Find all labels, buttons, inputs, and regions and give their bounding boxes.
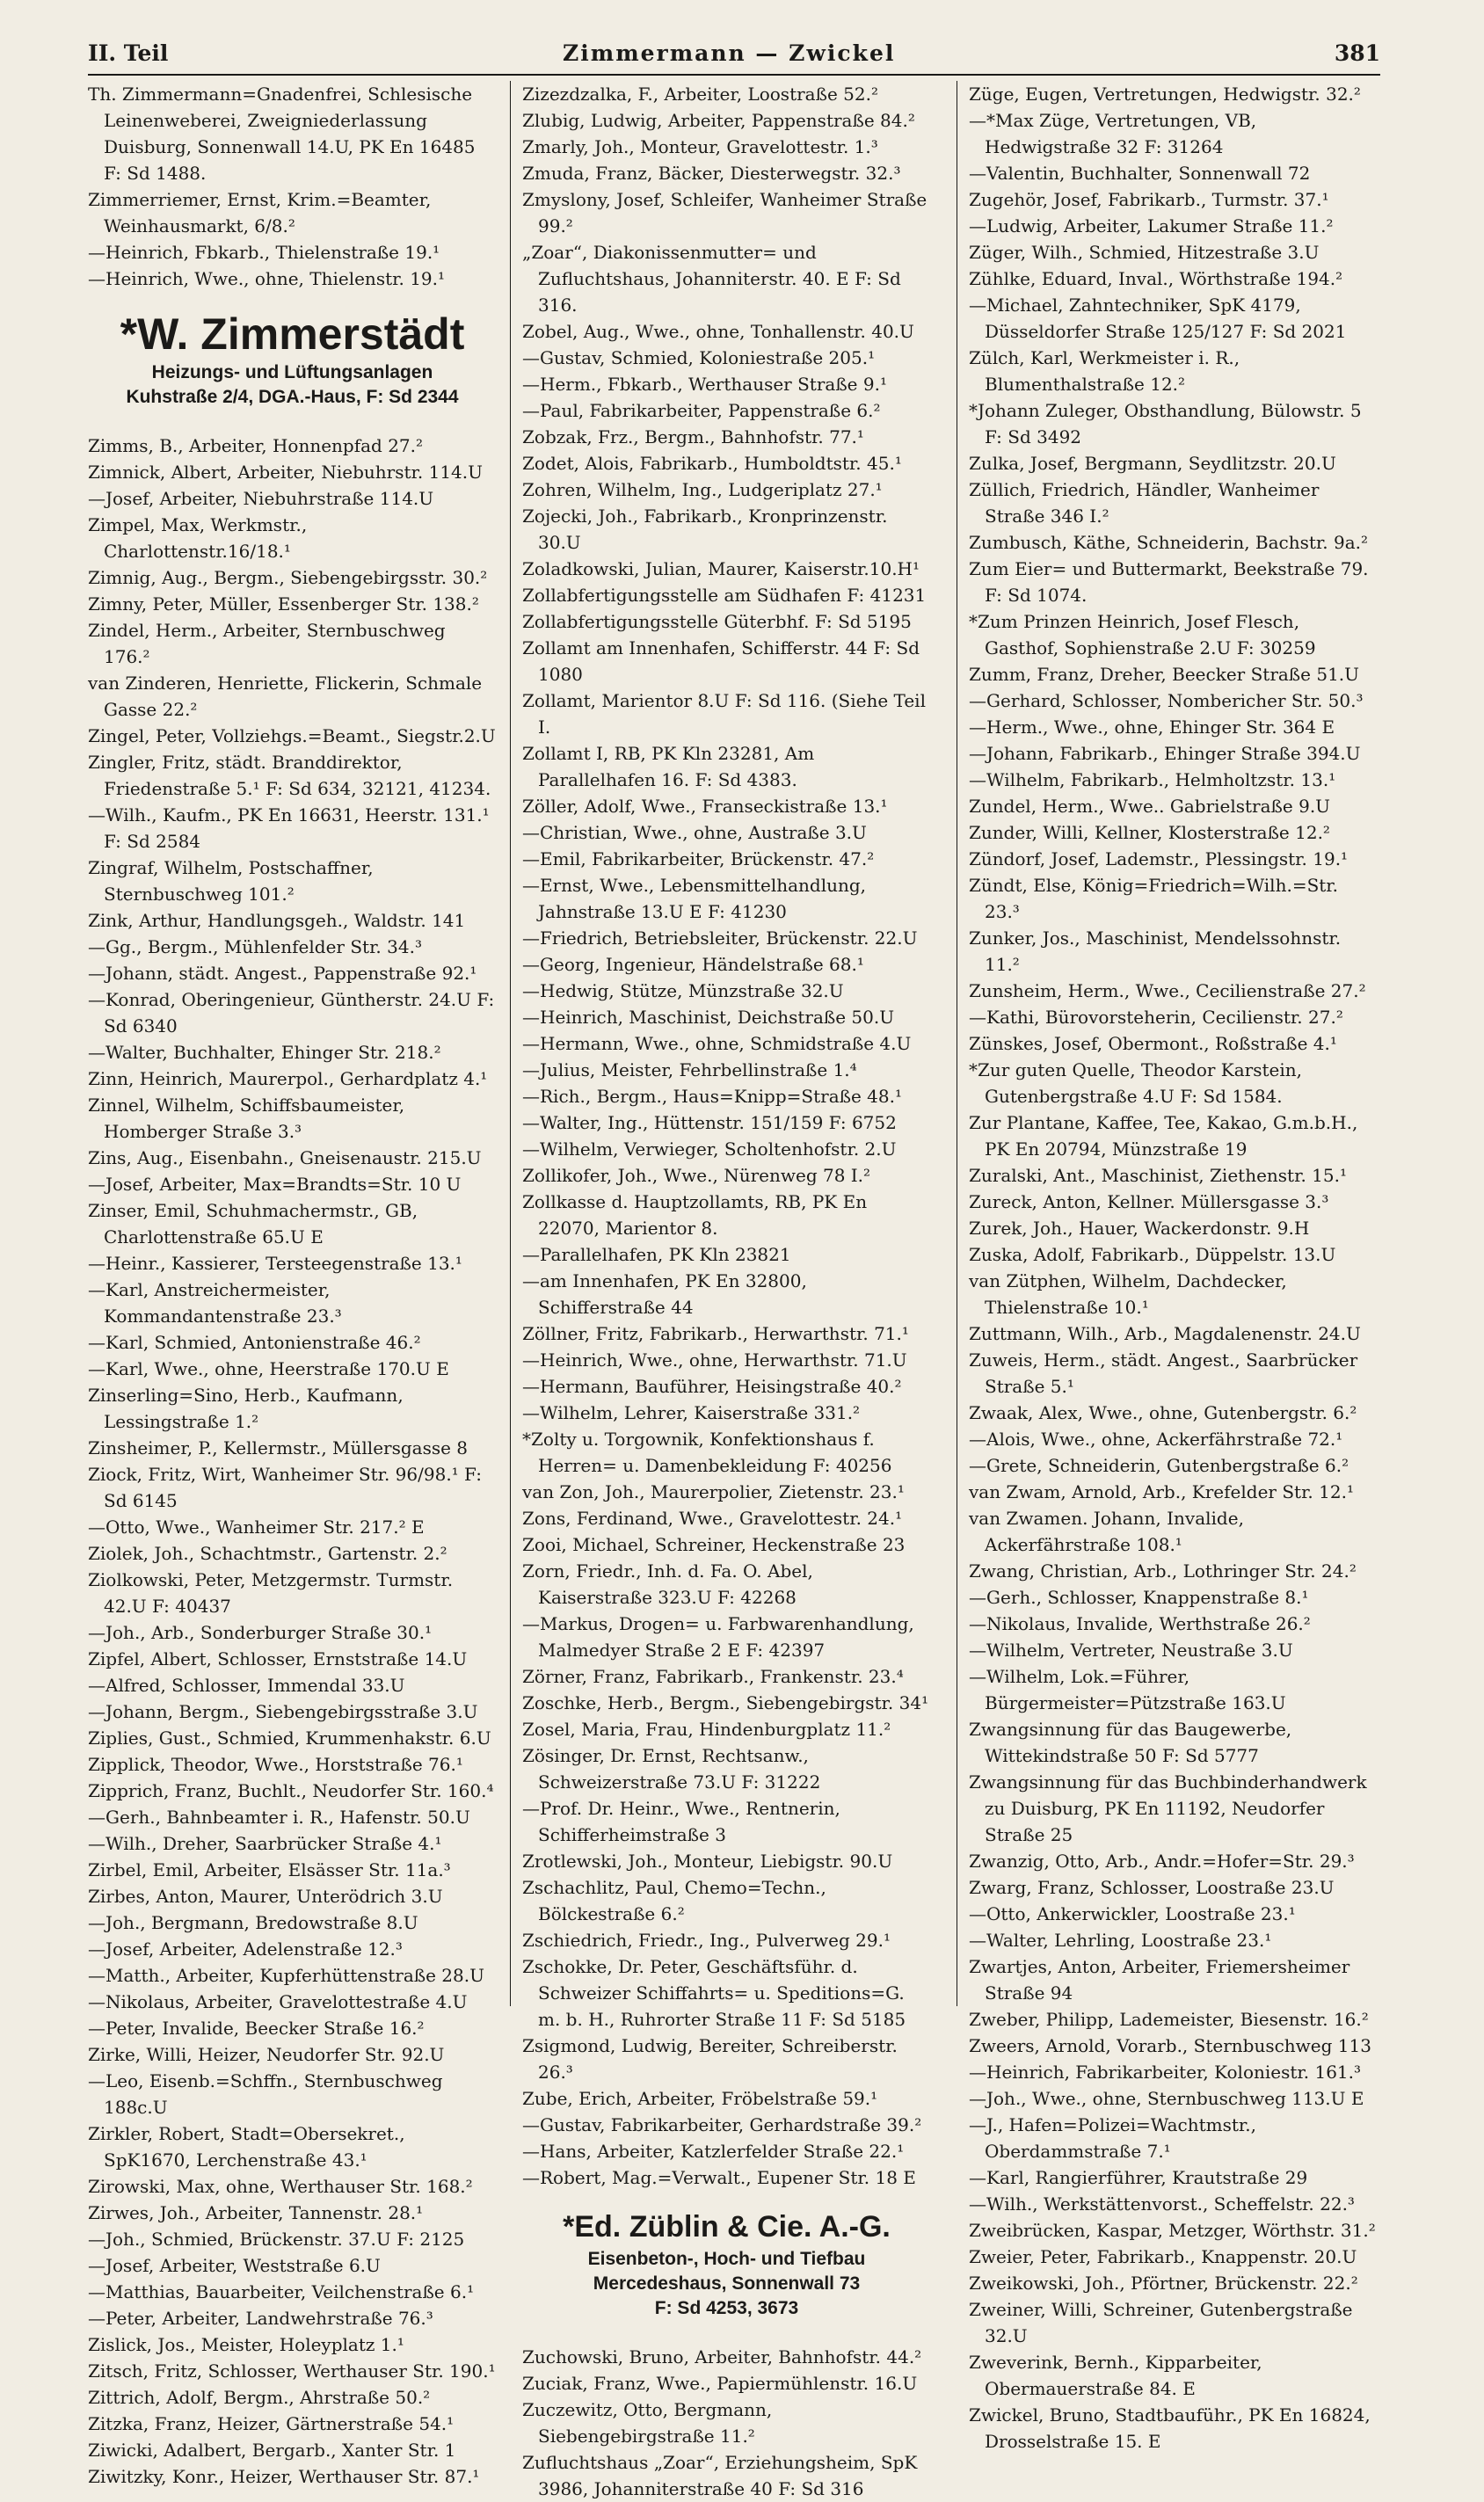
directory-entry: —Heinrich, Fbkarb., Thielenstraße 19.¹ xyxy=(88,242,440,263)
directory-entry: Züllich, Friedrich, Händler, Wanheimer Straße 346 I.² xyxy=(969,479,1320,527)
directory-entry: —Matthias, Bauarbeiter, Veilchenstraße 6.¹ xyxy=(88,2281,475,2302)
directory-entry: Zinsheimer, P., Kellermstr., Müllersgasse 8 xyxy=(88,1437,469,1458)
directory-entry: —Paul, Fabrikarbeiter, Pappenstraße 6.² xyxy=(522,400,881,421)
directory-entry: —Wilhelm, Fabrikarb., Helmholtzstr. 13.¹ xyxy=(969,769,1336,790)
directory-entry: Zugehör, Josef, Fabrikarb., Turmstr. 37.¹ xyxy=(969,189,1329,210)
directory-entry: —Konrad, Oberingenieur, Güntherstr. 24.U F: Sd 6340 xyxy=(88,989,495,1036)
directory-entry: Zwaak, Alex, Wwe., ohne, Gutenbergstr. 6.² xyxy=(969,1402,1357,1423)
directory-entry: —Friedrich, Betriebsleiter, Brückenstr. 22.U xyxy=(522,927,918,949)
directory-entry: *Zur guten Quelle, Theodor Karstein, Gutenbergstraße 4.U F: Sd 1584. xyxy=(969,1059,1303,1107)
header-rule xyxy=(88,74,1380,76)
directory-entry: —J., Hafen=Polizei=Wachtmstr., Oberdammstraße 7.¹ xyxy=(969,2114,1256,2162)
directory-entry: —Otto, Wwe., Wanheimer Str. 217.² E xyxy=(88,1516,425,1538)
directory-entry: Zum Eier= und Buttermarkt, Beekstraße 79. F: Sd 1074. xyxy=(969,558,1369,606)
directory-entry: Ziock, Fritz, Wirt, Wanheimer Str. 96/98.¹ F: Sd 6145 xyxy=(88,1464,482,1511)
directory-entry: Zschiedrich, Friedr., Ing., Pulverweg 29.¹ xyxy=(522,1930,891,1951)
directory-entry: —Wilhelm, Verwieger, Scholtenhofstr. 2.U xyxy=(522,1138,897,1160)
directory-entry: Zitsch, Fritz, Schlosser, Werthauser Str. 190.¹ xyxy=(88,2360,496,2382)
directory-entry: Zimnig, Aug., Bergm., Siebengebirgsstr. 30.² xyxy=(88,567,488,588)
directory-entry: *Zolty u. Torgownik, Konfektionshaus f. Herren= u. Damenbekleidung F: 40256 xyxy=(522,1429,892,1476)
directory-entry: Zwangsinnung für das Baugewerbe, Wittekindstraße 50 F: Sd 5777 xyxy=(969,1719,1292,1766)
directory-entry: van Zwamen. Johann, Invalide, Ackerfährstraße 108.¹ xyxy=(969,1508,1244,1555)
directory-entry: —Joh., Schmied, Brückenstr. 37.U F: 2125 xyxy=(88,2229,465,2250)
directory-entry: —Valentin, Buchhalter, Sonnenwall 72 xyxy=(969,163,1311,184)
directory-entry: —Josef, Arbeiter, Max=Brandts=Str. 10 U xyxy=(88,1174,462,1195)
directory-entry: —Otto, Ankerwickler, Loostraße 23.¹ xyxy=(969,1903,1296,1924)
directory-entry: Zunsheim, Herm., Wwe., Cecilienstraße 27.² xyxy=(969,980,1366,1001)
directory-entry: —Wilhelm, Vertreter, Neustraße 3.U xyxy=(969,1640,1293,1661)
directory-entry: —Emil, Fabrikarbeiter, Brückenstr. 47.² xyxy=(522,848,875,869)
directory-entry: Zink, Arthur, Handlungsgeh., Waldstr. 141 xyxy=(88,910,466,931)
directory-entry: Züger, Wilh., Schmied, Hitzestraße 3.U xyxy=(969,242,1320,263)
directory-entry: Zündorf, Josef, Lademstr., Plessingstr. 19.¹ xyxy=(969,848,1349,869)
directory-entry: Zuweis, Herm., städt. Angest., Saarbrücker Straße 5.¹ xyxy=(969,1349,1358,1397)
directory-entry: Zoschke, Herb., Bergm., Siebengebirgstr. 34¹ xyxy=(522,1692,929,1713)
directory-entry: Zweverink, Bernh., Kipparbeiter, Obermauerstraße 84. E xyxy=(969,2352,1262,2399)
directory-entry: —Matth., Arbeiter, Kupferhüttenstraße 28.U xyxy=(88,1965,484,1986)
directory-entry: Zundel, Herm., Wwe.. Gabrielstraße 9.U xyxy=(969,796,1331,817)
directory-entry: Zollabfertigungsstelle am Südhafen F: 41231 xyxy=(522,585,927,606)
directory-entry: —Julius, Meister, Fehrbellinstraße 1.⁴ xyxy=(522,1059,857,1080)
directory-entry: Zmuda, Franz, Bäcker, Diesterwegstr. 32.³ xyxy=(522,163,901,184)
directory-entry: —Joh., Arb., Sonderburger Straße 30.¹ xyxy=(88,1622,433,1643)
directory-entry: Zülch, Karl, Werkmeister i. R., Blumenthalstraße 12.² xyxy=(969,347,1240,395)
directory-entry: Zirke, Willi, Heizer, Neudorfer Str. 92.U xyxy=(88,2044,445,2065)
directory-entry: Zur Plantane, Kaffee, Tee, Kakao, G.m.b.H., PK En 20794, Münzstraße 19 xyxy=(969,1112,1358,1160)
directory-entry: Zirbel, Emil, Arbeiter, Elsässer Str. 11a.³ xyxy=(88,1859,451,1880)
directory-entry: Zumbusch, Käthe, Schneiderin, Bachstr. 9a.² xyxy=(969,532,1369,553)
directory-entry: Zumm, Franz, Dreher, Beecker Straße 51.U xyxy=(969,664,1360,685)
directory-entry: Zingler, Fritz, städt. Branddirektor, Friedenstraße 5.¹ F: Sd 634, 32121, 41234. xyxy=(88,752,491,799)
directory-entry: Zwanzig, Otto, Arb., Andr.=Hofer=Str. 29.³ xyxy=(969,1851,1355,1872)
directory-entry: —Heinrich, Wwe., ohne, Herwarthstr. 71.U xyxy=(522,1349,907,1371)
directory-entry: —Heinrich, Fabrikarbeiter, Koloniestr. 161.³ xyxy=(969,2062,1362,2083)
directory-entry: —Joh., Bergmann, Bredowstraße 8.U xyxy=(88,1912,418,1933)
directory-entry: —Nikolaus, Arbeiter, Gravelottestraße 4.U xyxy=(88,1991,468,2012)
directory-entry: Zweibrücken, Kaspar, Metzger, Wörthstr. 31.² xyxy=(969,2220,1376,2241)
directory-entry: Zsigmond, Ludwig, Bereiter, Schreiberstr. 26.³ xyxy=(522,2035,898,2083)
directory-entry: —Karl, Anstreichermeister, Kommandantenstraße 23.³ xyxy=(88,1279,342,1327)
directory-entry: Zündt, Else, König=Friedrich=Wilh.=Str. 23.³ xyxy=(969,875,1339,922)
directory-entry: van Zon, Joh., Maurerpolier, Zietenstr. 23.¹ xyxy=(522,1481,905,1502)
directory-entry: Zwangsinnung für das Buchbinderhandwerk zu Duisburg, PK En 11192, Neudorfer Straße 25 xyxy=(969,1771,1367,1845)
directory-entry: Zollikofer, Joh., Wwe., Nürenweg 78 I.² xyxy=(522,1165,871,1186)
directory-entry: Zwang, Christian, Arb., Lothringer Str. 24.² xyxy=(969,1560,1357,1582)
ad-line: Mercedeshaus, Sonnenwall 73 xyxy=(593,2273,861,2294)
directory-entry: Zirkler, Robert, Stadt=Obersekret., SpK1670, Lerchenstraße 43.¹ xyxy=(88,2123,405,2171)
directory-entry: Zollamt, Marientor 8.U F: Sd 116. (Siehe Teil I. xyxy=(522,690,926,738)
directory-entry: Zorn, Friedr., Inh. d. Fa. O. Abel, Kaiserstraße 323.U F: 42268 xyxy=(522,1560,813,1608)
directory-entry: Zschachlitz, Paul, Chemo=Techn., Bölckestraße 6.² xyxy=(522,1877,826,1924)
directory-entry: —Johann, städt. Angest., Pappenstraße 92.¹ xyxy=(88,963,477,984)
directory-entry: —Alfred, Schlosser, Immendal 33.U xyxy=(88,1675,405,1696)
ad-line: F: Sd 4253, 3673 xyxy=(654,2298,799,2318)
directory-entry: Zojecki, Joh., Fabrikarb., Kronprinzenstr. 30.U xyxy=(522,505,888,553)
directory-entry: Zweikowski, Joh., Pförtner, Brückenstr. 22.² xyxy=(969,2273,1358,2294)
directory-entry: —*Max Züge, Vertretungen, VB, Hedwigstraße 32 F: 31264 xyxy=(969,110,1257,157)
directory-entry: Zurek, Joh., Hauer, Wackerdonstr. 9.H xyxy=(969,1218,1310,1239)
directory-entry: Zünskes, Josef, Obermont., Roßstraße 4.¹ xyxy=(969,1033,1337,1054)
directory-entry: Zmarly, Joh., Monteur, Gravelottestr. 1.³ xyxy=(522,136,878,157)
ad-title: *Ed. Züblin & Cie. A.-G. xyxy=(563,2210,891,2244)
directory-entry: Zweers, Arnold, Vorarb., Sternbuschweg 113 xyxy=(969,2035,1371,2056)
directory-entry: —Gerhard, Schlosser, Nombericher Str. 50.³ xyxy=(969,690,1364,711)
directory-entry: —Josef, Arbeiter, Niebuhrstraße 114.U xyxy=(88,488,434,509)
directory-column-2 xyxy=(522,81,931,2499)
directory-entry: Zschokke, Dr. Peter, Geschäftsführ. d. Schweizer Schiffahrts= u. Speditions=G. m. b. H., Ruhrorter Straße 11 F: Sd 5185 xyxy=(522,1956,906,2030)
directory-entry: Zörner, Franz, Fabrikarb., Frankenstr. 23.⁴ xyxy=(522,1666,904,1687)
directory-entry: Zobel, Aug., Wwe., ohne, Tonhallenstr. 40.U xyxy=(522,321,914,342)
directory-entry: van Zütphen, Wilhelm, Dachdecker, Thielenstraße 10.¹ xyxy=(969,1270,1287,1318)
directory-entry: —Karl, Schmied, Antonienstraße 46.² xyxy=(88,1332,421,1353)
directory-entry: —Hans, Arbeiter, Katzlerfelder Straße 22.¹ xyxy=(522,2141,905,2162)
directory-entry: —Wilh., Dreher, Saarbrücker Straße 4.¹ xyxy=(88,1833,442,1854)
running-title: Zimmermann — Zwickel xyxy=(563,40,896,66)
directory-entry: Ziplies, Gust., Schmied, Krummenhakstr. 6.U xyxy=(88,1727,491,1749)
directory-entry: Zrotlewski, Joh., Monteur, Liebigstr. 90.U xyxy=(522,1851,893,1872)
directory-entry: —Karl, Rangierführer, Krautstraße 29 xyxy=(969,2167,1308,2188)
directory-entry: —Walter, Lehrling, Loostraße 23.¹ xyxy=(969,1930,1272,1951)
directory-entry: Zühlke, Eduard, Inval., Wörthstraße 194.² xyxy=(969,268,1343,289)
directory-entry: Zösinger, Dr. Ernst, Rechtsanw., Schweizerstraße 73.U F: 31222 xyxy=(522,1745,821,1793)
page-number: 381 xyxy=(1334,40,1380,66)
directory-entry: —Alois, Wwe., ohne, Ackerfährstraße 72.¹ xyxy=(969,1429,1343,1450)
directory-entry: Zimpel, Max, Werkmstr., Charlottenstr.16/18.¹ xyxy=(88,514,308,562)
directory-entry: Zuska, Adolf, Fabrikarb., Düppelstr. 13.U xyxy=(969,1244,1336,1265)
directory-entry: Zons, Ferdinand, Wwe., Gravelottestr. 24.¹ xyxy=(522,1508,903,1529)
advertisement-zimmerstaedt xyxy=(88,308,497,410)
directory-entry: —am Innenhafen, PK En 32800, Schifferstraße 44 xyxy=(522,1270,807,1318)
directory-entry: —Gerh., Schlosser, Knappenstraße 8.¹ xyxy=(969,1587,1309,1608)
directory-entry: —Walter, Buchhalter, Ehinger Str. 218.² xyxy=(88,1042,441,1063)
ad-line: Eisenbeton-, Hoch- und Tiefbau xyxy=(587,2249,866,2269)
directory-entry: Zuttmann, Wilh., Arb., Magdalenenstr. 24.U xyxy=(969,1323,1361,1344)
directory-entry: —Hermann, Wwe., ohne, Schmidstraße 4.U xyxy=(522,1033,912,1054)
column-divider xyxy=(510,81,511,2006)
directory-entry: —Walter, Ing., Hüttenstr. 151/159 F: 6752 xyxy=(522,1112,897,1133)
directory-entry: Zimnick, Albert, Arbeiter, Niebuhrstr. 114.U xyxy=(88,462,483,483)
directory-entry: Zipprich, Franz, Buchlt., Neudorfer Str. 160.⁴ xyxy=(88,1780,494,1801)
directory-entry: —Wilhelm, Lok.=Führer, Bürgermeister=Pützstraße 163.U xyxy=(969,1666,1286,1713)
directory-column-1 xyxy=(88,81,497,2487)
directory-entry: —Gustav, Schmied, Koloniestraße 205.¹ xyxy=(522,347,876,368)
directory-entry: Zollamt I, RB, PK Kln 23281, Am Parallelhafen 16. F: Sd 4383. xyxy=(522,743,815,790)
directory-entry: —Wilh., Werkstättenvorst., Scheffelstr. 22.³ xyxy=(969,2193,1355,2215)
directory-entry: Zweiner, Willi, Schreiner, Gutenbergstraße 32.U xyxy=(969,2299,1353,2346)
directory-entry: van Zwam, Arnold, Arb., Krefelder Str. 12.¹ xyxy=(969,1481,1354,1502)
directory-entry: —Johann, Fabrikarb., Ehinger Straße 394.U xyxy=(969,743,1361,764)
directory-entry: Ziwicki, Adalbert, Bergarb., Xanter Str. 1 xyxy=(88,2440,456,2461)
directory-entry: Zube, Erich, Arbeiter, Fröbelstraße 59.¹ xyxy=(522,2088,878,2109)
directory-entry: Th. Zimmermann=Gnadenfrei, Schlesische Leinenweberei, Zweigniederlassung Duisburg, Sonnenwall 14.U, PK En 16485 F: Sd 1488. xyxy=(88,84,476,184)
directory-entry: —Josef, Arbeiter, Adelenstraße 12.³ xyxy=(88,1938,403,1960)
directory-entry: —Ernst, Wwe., Lebensmittelhandlung, Jahnstraße 13.U E F: 41230 xyxy=(522,875,867,922)
directory-entry: —Robert, Mag.=Verwalt., Eupener Str. 18 E xyxy=(522,2167,916,2188)
directory-entry: Zirwes, Joh., Arbeiter, Tannenstr. 28.¹ xyxy=(88,2202,424,2223)
directory-entry: —Hermann, Bauführer, Heisingstraße 40.² xyxy=(522,1376,902,1397)
directory-entry: Zosel, Maria, Frau, Hindenburgplatz 11.² xyxy=(522,1719,891,1740)
ad-line: Heizungs- und Lüftungsanlagen xyxy=(151,362,433,382)
directory-entry: „Zoar“, Diakonissenmutter= und Zufluchtshaus, Johanniterstr. 40. E F: Sd 316. xyxy=(522,242,901,316)
directory-entry: —Wilhelm, Lehrer, Kaiserstraße 331.² xyxy=(522,1402,861,1423)
directory-entry: —Peter, Arbeiter, Landwehrstraße 76.³ xyxy=(88,2308,433,2329)
directory-entry: Ziwitzky, Konr., Heizer, Werthauser Str. 87.¹ xyxy=(88,2466,480,2487)
directory-entry: Zingel, Peter, Vollziehgs.=Beamt., Siegstr.2.U xyxy=(88,725,496,746)
directory-entry: —Peter, Invalide, Beecker Straße 16.² xyxy=(88,2018,425,2039)
directory-entry: Zuchowski, Bruno, Arbeiter, Bahnhofstr. 44.² xyxy=(522,2346,922,2367)
directory-entry: —Gustav, Fabrikarbeiter, Gerhardstraße 39.² xyxy=(522,2114,922,2135)
ad-line: Kuhstraße 2/4, DGA.-Haus, F: Sd 2344 xyxy=(126,387,459,407)
directory-entry: —Christian, Wwe., ohne, Austraße 3.U xyxy=(522,822,867,843)
directory-entry: Zirowski, Max, ohne, Werthauser Str. 168.² xyxy=(88,2176,473,2197)
directory-entry: Zingraf, Wilhelm, Postschaffner, Sternbuschweg 101.² xyxy=(88,857,374,905)
directory-entry: Zimms, B., Arbeiter, Honnenpfad 27.² xyxy=(88,435,424,456)
directory-entry: —Heinr., Kassierer, Tersteegenstraße 13.¹ xyxy=(88,1253,462,1274)
directory-entry: —Ludwig, Arbeiter, Lakumer Straße 11.² xyxy=(969,215,1334,236)
directory-entry: —Josef, Arbeiter, Weststraße 6.U xyxy=(88,2255,381,2276)
directory-entry: —Prof. Dr. Heinr., Wwe., Rentnerin, Schifferheimstraße 3 xyxy=(522,1798,840,1845)
directory-entry: *Johann Zuleger, Obsthandlung, Bülowstr. 5 F: Sd 3492 xyxy=(969,400,1362,447)
directory-entry: Zunker, Jos., Maschinist, Mendelssohnstr. 11.² xyxy=(969,927,1342,975)
directory-entry: Zunder, Willi, Kellner, Klosterstraße 12.² xyxy=(969,822,1330,843)
directory-entry: *Zum Prinzen Heinrich, Josef Flesch, Gasthof, Sophienstraße 2.U F: 30259 xyxy=(969,611,1316,658)
directory-entry: Zoladkowski, Julian, Maurer, Kaiserstr.10.H¹ xyxy=(522,558,920,579)
directory-entry: Zindel, Herm., Arbeiter, Sternbuschweg 176.² xyxy=(88,620,446,667)
directory-entry: Zuciak, Franz, Wwe., Papiermühlenstr. 16.U xyxy=(522,2373,918,2394)
directory-entry: —Kathi, Bürovorsteherin, Cecilienstr. 27.² xyxy=(969,1007,1343,1028)
directory-entry: Zinserling=Sino, Herb., Kaufmann, Lessingstraße 1.² xyxy=(88,1385,404,1432)
directory-entry: Zimny, Peter, Müller, Essenberger Str. 138.² xyxy=(88,593,479,615)
directory-entry: Zohren, Wilhelm, Ing., Ludgeriplatz 27.¹ xyxy=(522,479,883,500)
directory-entry: —Hedwig, Stütze, Münzstraße 32.U xyxy=(522,980,844,1001)
directory-entry: —Leo, Eisenb.=Schffn., Sternbuschweg 188c.U xyxy=(88,2070,443,2118)
directory-entry: Zollabfertigungsstelle Güterbhf. F: Sd 5195 xyxy=(522,611,912,632)
ad-title: *W. Zimmerstädt xyxy=(120,309,465,359)
directory-entry: Zimmerriemer, Ernst, Krim.=Beamter, Weinhausmarkt, 6/8.² xyxy=(88,189,432,236)
directory-entry: Ziolkowski, Peter, Metzgermstr. Turmstr. 42.U F: 40437 xyxy=(88,1569,454,1617)
directory-entry: Zöller, Adolf, Wwe., Franseckistraße 13.¹ xyxy=(522,796,888,817)
directory-entry: Zweber, Philipp, Lademeister, Biesenstr. 16.² xyxy=(969,2009,1369,2030)
directory-entry: Zobzak, Frz., Bergm., Bahnhofstr. 77.¹ xyxy=(522,426,864,447)
directory-entry: —Michael, Zahntechniker, SpK 4179, Düsseldorfer Straße 125/127 F: Sd 2021 xyxy=(969,295,1347,342)
directory-entry: Zollkasse d. Hauptzollamts, RB, PK En 22070, Marientor 8. xyxy=(522,1191,868,1239)
directory-entry: —Gerh., Bahnbeamter i. R., Hafenstr. 50.U xyxy=(88,1807,470,1828)
directory-entry: —Heinrich, Wwe., ohne, Thielenstr. 19.¹ xyxy=(88,268,446,289)
directory-entry: —Johann, Bergm., Siebengebirgsstraße 3.U xyxy=(88,1701,478,1722)
directory-entry: —Nikolaus, Invalide, Werthstraße 26.² xyxy=(969,1613,1311,1634)
directory-entry: Zooi, Michael, Schreiner, Heckenstraße 23 xyxy=(522,1534,906,1555)
directory-entry: Zlubig, Ludwig, Arbeiter, Pappenstraße 84.² xyxy=(522,110,915,131)
directory-entry: Zodet, Alois, Fabrikarb., Humboldtstr. 45.¹ xyxy=(522,453,902,474)
directory-entry: Zweier, Peter, Fabrikarb., Knappenstr. 20.U xyxy=(969,2246,1357,2267)
directory-entry: —Grete, Schneiderin, Gutenbergstraße 6.² xyxy=(969,1455,1349,1476)
directory-entry: van Zinderen, Henriette, Flickerin, Schmale Gasse 22.² xyxy=(88,673,483,720)
directory-entry: Zöllner, Fritz, Fabrikarb., Herwarthstr. 71.¹ xyxy=(522,1323,909,1344)
advertisement-zueblin xyxy=(522,2207,931,2321)
directory-entry: Zollamt am Innenhafen, Schifferstr. 44 F: Sd 1080 xyxy=(522,637,920,685)
directory-entry: Zinnel, Wilhelm, Schiffsbaumeister, Homberger Straße 3.³ xyxy=(88,1095,405,1142)
directory-entry: Zureck, Anton, Kellner. Müllersgasse 3.³ xyxy=(969,1191,1329,1212)
directory-entry: —Gg., Bergm., Mühlenfelder Str. 34.³ xyxy=(88,936,422,957)
directory-entry: —Herm., Fbkarb., Werthauser Straße 9.¹ xyxy=(522,374,887,395)
directory-entry: Ziolek, Joh., Schachtmstr., Gartenstr. 2.² xyxy=(88,1543,447,1564)
directory-entry: —Herm., Wwe., ohne, Ehinger Str. 364 E xyxy=(969,716,1335,738)
directory-entry: Züge, Eugen, Vertretungen, Hedwigstr. 32.² xyxy=(969,84,1361,105)
directory-entry: Zuczewitz, Otto, Bergmann, Siebengebirgstraße 11.² xyxy=(522,2399,773,2447)
directory-entry: Zufluchtshaus „Zoar“, Erziehungsheim, SpK 3986, Johanniterstraße 40 F: Sd 316 xyxy=(522,2452,918,2499)
directory-entry: Zmyslony, Josef, Schleifer, Wanheimer Straße 99.² xyxy=(522,189,928,236)
directory-entry: —Heinrich, Maschinist, Deichstraße 50.U xyxy=(522,1007,895,1028)
page-header xyxy=(88,40,1380,70)
directory-column-3 xyxy=(969,81,1378,2452)
directory-entry: —Wilh., Kaufm., PK En 16631, Heerstr. 131.¹ F: Sd 2584 xyxy=(88,804,490,852)
directory-entry: Zinser, Emil, Schuhmachermstr., GB, Charlottenstraße 65.U E xyxy=(88,1200,418,1247)
directory-entry: Zipplick, Theodor, Wwe., Horststraße 76.¹ xyxy=(88,1754,463,1775)
directory-entry: Zirbes, Anton, Maurer, Unterödrich 3.U xyxy=(88,1886,443,1907)
directory-entry: —Karl, Wwe., ohne, Heerstraße 170.U E xyxy=(88,1358,449,1379)
directory-entry: —Rich., Bergm., Haus=Knipp=Straße 48.¹ xyxy=(522,1086,902,1107)
directory-entry: Zulka, Josef, Bergmann, Seydlitzstr. 20.U xyxy=(969,453,1336,474)
directory-entry: Zins, Aug., Eisenbahn., Gneisenaustr. 215.U xyxy=(88,1147,482,1168)
directory-entry: —Joh., Wwe., ohne, Sternbuschweg 113.U E xyxy=(969,2088,1364,2109)
directory-entry: Zizezdzalka, F., Arbeiter, Loostraße 52.² xyxy=(522,84,878,105)
directory-entry: —Parallelhafen, PK Kln 23821 xyxy=(522,1244,791,1265)
directory-entry: —Markus, Drogen= u. Farbwarenhandlung, Malmedyer Straße 2 E F: 42397 xyxy=(522,1613,914,1661)
section-label: II. Teil xyxy=(88,40,169,66)
directory-entry: Zipfel, Albert, Schlosser, Ernststraße 14.U xyxy=(88,1648,468,1669)
directory-entry: Zinn, Heinrich, Maurerpol., Gerhardplatz 4.¹ xyxy=(88,1068,488,1089)
directory-entry: —Georg, Ingenieur, Händelstraße 68.¹ xyxy=(522,954,864,975)
directory-entry: Zwartjes, Anton, Arbeiter, Friemersheimer Straße 94 xyxy=(969,1956,1350,2004)
directory-entry: Zuralski, Ant., Maschinist, Ziethenstr. 15.¹ xyxy=(969,1165,1347,1186)
directory-entry: Zitzka, Franz, Heizer, Gärtnerstraße 54.¹ xyxy=(88,2413,455,2434)
directory-entry: Zittrich, Adolf, Bergm., Ahrstraße 50.² xyxy=(88,2387,431,2408)
directory-entry: Zwickel, Bruno, Stadtbauführ., PK En 16824, Drosselstraße 15. E xyxy=(969,2404,1371,2452)
directory-entry: Zwarg, Franz, Schlosser, Loostraße 23.U xyxy=(969,1877,1335,1898)
directory-entry: Zislick, Jos., Meister, Holeyplatz 1.¹ xyxy=(88,2334,404,2355)
